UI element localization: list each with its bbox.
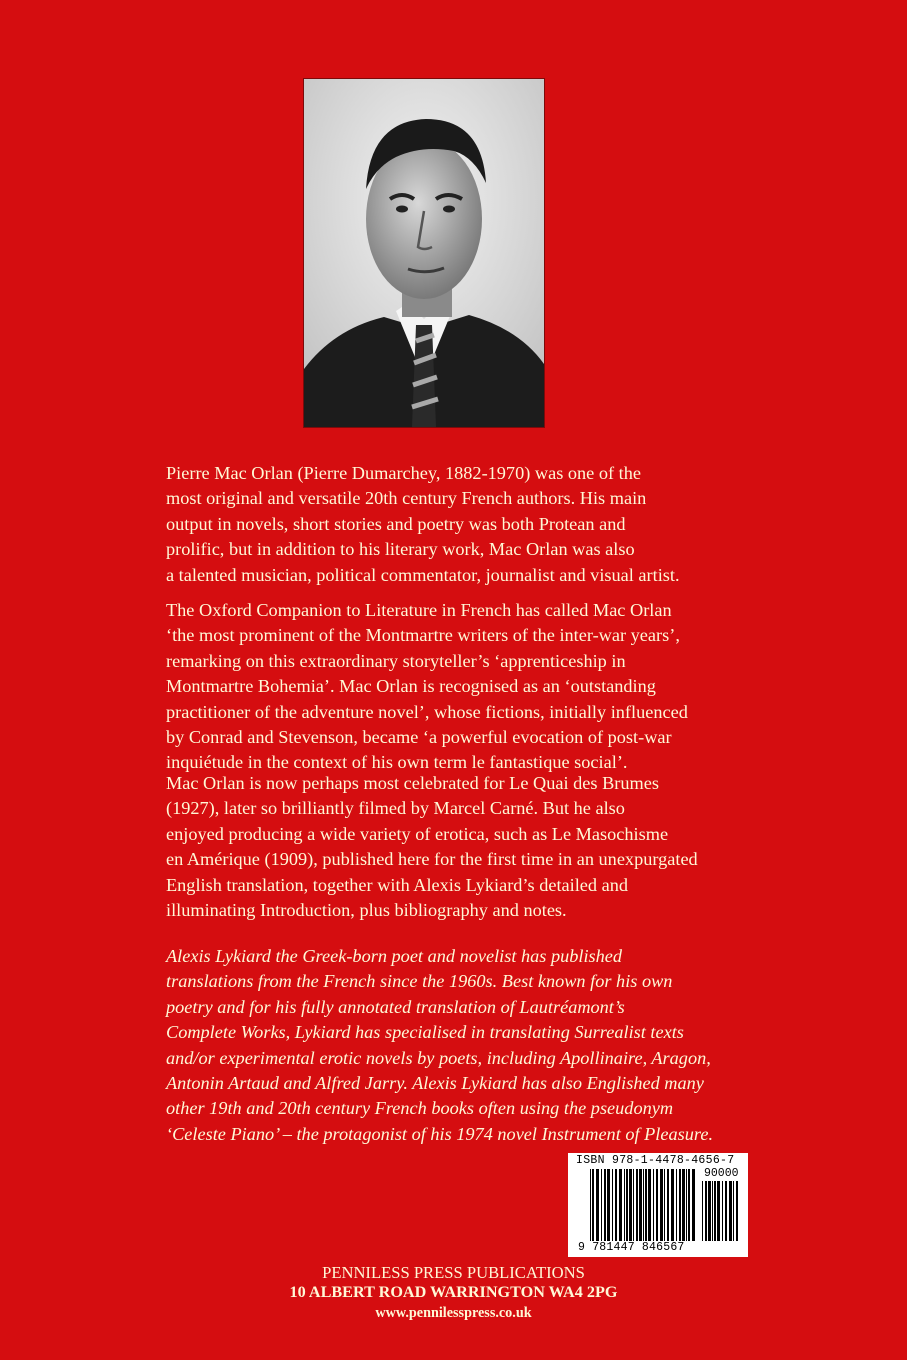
- text-line: en Amérique (1909), published here for the first time in an unexpurgated: [166, 849, 698, 870]
- author-bio-paragraph: [166, 461, 806, 588]
- barcode-bar: [592, 1169, 594, 1241]
- barcode-bar: [717, 1181, 720, 1241]
- barcode-bar: [702, 1181, 703, 1241]
- barcode-bar: [615, 1169, 617, 1241]
- barcode-bar: [596, 1169, 599, 1241]
- translator-paragraph: [166, 944, 806, 1147]
- text-line: a talented musician, political commentator, journalist and visual artist.: [166, 564, 680, 585]
- barcode-bar: [643, 1169, 644, 1241]
- barcode-addon-bars: [702, 1181, 742, 1241]
- barcode-bar: [624, 1169, 625, 1241]
- barcode-bar: [626, 1169, 628, 1241]
- text-line: enjoyed producing a wide variety of erotica, such as Le Masochisme: [166, 823, 669, 844]
- text-line: prolific, but in addition to his literary work, Mac Orlan was also: [166, 539, 635, 560]
- publisher-address: 10 ALBERT ROAD WARRINGTON WA4 2PG: [289, 1283, 618, 1301]
- publisher-website[interactable]: www.pennilesspress.co.uk: [375, 1305, 532, 1321]
- text-line: poetry and for his fully annotated translation of Lautréamont’s: [166, 996, 625, 1017]
- barcode-digits: 9 781447 846567: [578, 1241, 685, 1254]
- text-line: translations from the French since the 1960s. Best known for his own: [166, 971, 673, 992]
- text-line: Pierre Mac Orlan (Pierre Dumarchey, 1882-1970) was one of the: [166, 463, 641, 483]
- barcode-bar: [633, 1169, 634, 1241]
- text-line: The Oxford Companion to Literature in French has called Mac Orlan: [166, 600, 672, 620]
- text-line: Montmartre Bohemia’. Mac Orlan is recognised as an ‘outstanding: [166, 676, 656, 697]
- barcode-bar: [722, 1181, 723, 1241]
- text-line: ‘Celeste Piano’ – the protagonist of his 1974 novel Instrument of Pleasure.: [166, 1123, 714, 1144]
- barcode-bar: [619, 1169, 622, 1241]
- barcode-bar: [682, 1169, 685, 1241]
- barcode-bar: [688, 1169, 690, 1241]
- barcode-bar: [686, 1169, 687, 1241]
- isbn-text: ISBN 978-1-4478-4656-7: [576, 1154, 735, 1167]
- isbn-barcode: [568, 1153, 748, 1257]
- text-line: by Conrad and Stevenson, became ‘a powerful evocation of post-war: [166, 727, 672, 748]
- barcode-bar: [607, 1169, 610, 1241]
- barcode-bar: [692, 1169, 695, 1241]
- text-line: most original and versatile 20th century French authors. His main: [166, 488, 647, 509]
- barcode-bar: [667, 1169, 669, 1241]
- publisher-name: PENNILESS PRESS PUBLICATIONS: [322, 1263, 585, 1282]
- barcode-bar: [671, 1169, 674, 1241]
- text-line: inquiétude in the context of his own term le fantastique social’.: [166, 752, 628, 773]
- barcode-bar: [714, 1181, 716, 1241]
- text-line: output in novels, short stories and poetry was both Protean and: [166, 513, 626, 534]
- text-line: practitioner of the adventure novel’, whose fictions, initially influenced: [166, 701, 688, 722]
- barcode-bar: [639, 1169, 642, 1241]
- barcode-bar: [653, 1169, 654, 1241]
- text-line: (1927), later so brilliantly filmed by Marcel Carné. But he also: [166, 798, 625, 819]
- barcode-bar: [736, 1181, 738, 1241]
- text-line: other 19th and 20th century French books often using the pseudonym: [166, 1098, 674, 1119]
- barcode-bar: [679, 1169, 681, 1241]
- text-line: Mac Orlan is now perhaps most celebrated for Le Quai des Brumes: [166, 773, 659, 793]
- barcode-bar: [645, 1169, 647, 1241]
- barcode-bar: [664, 1169, 665, 1241]
- barcode-bar: [725, 1181, 727, 1241]
- barcode-bar: [590, 1169, 591, 1241]
- barcode-bar: [612, 1169, 613, 1241]
- oxford-companion-paragraph: [166, 598, 806, 776]
- author-portrait: [304, 79, 544, 427]
- barcode-bar: [712, 1181, 713, 1241]
- barcode-bar: [708, 1181, 711, 1241]
- barcode-bar: [733, 1181, 734, 1241]
- text-line: Antonin Artaud and Alfred Jarry. Alexis Lykiard has also Englished many: [166, 1073, 704, 1094]
- barcode-bar: [636, 1169, 638, 1241]
- barcode-bar: [601, 1169, 602, 1241]
- text-line: Complete Works, Lykiard has specialised in translating Surrealist texts: [166, 1022, 684, 1043]
- text-line: Alexis Lykiard the Greek-born poet and novelist has published: [166, 946, 623, 966]
- text-line: and/or experimental erotic novels by poets, including Apollinaire, Aragon,: [166, 1047, 711, 1068]
- barcode-bar: [648, 1169, 651, 1241]
- barcode-bar: [705, 1181, 707, 1241]
- text-line: remarking on this extraordinary storyteller’s ‘apprenticeship in: [166, 650, 626, 671]
- barcode-bar: [676, 1169, 677, 1241]
- text-line: ‘the most prominent of the Montmartre writers of the inter-war years’,: [166, 625, 680, 646]
- barcode-bar: [660, 1169, 663, 1241]
- barcode-bars: [590, 1169, 698, 1241]
- barcode-addon-number: 90000: [704, 1167, 739, 1180]
- barcode-bar: [604, 1169, 606, 1241]
- barcode-bar: [629, 1169, 632, 1241]
- barcode-bar: [656, 1169, 658, 1241]
- text-line: English translation, together with Alexis Lykiard’s detailed and: [166, 874, 629, 895]
- text-line: illuminating Introduction, plus bibliography and notes.: [166, 900, 567, 921]
- barcode-bar: [729, 1181, 732, 1241]
- quai-des-brumes-paragraph: [166, 771, 806, 923]
